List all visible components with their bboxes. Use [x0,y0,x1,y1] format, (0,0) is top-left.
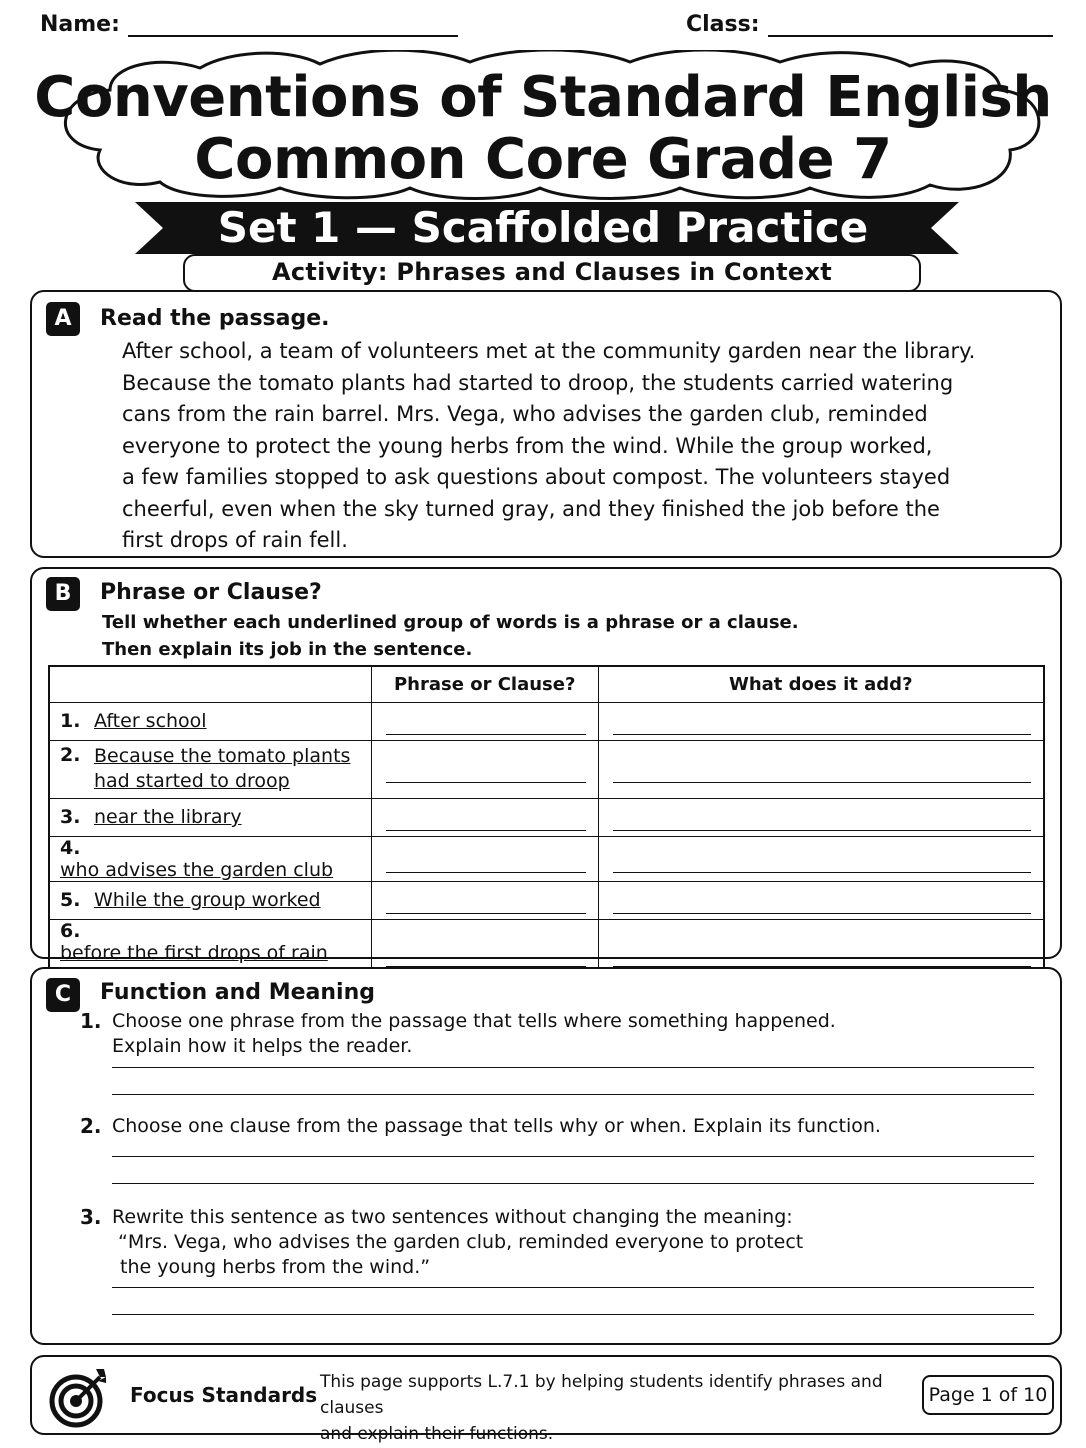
focus-standards-text [320,1369,900,1447]
table-header-row [49,666,1044,702]
answer-line[interactable] [112,1156,1034,1157]
quoted-sentence: the young herbs from the wind.” [120,1256,431,1278]
name-blank[interactable] [128,15,458,37]
table-row [49,836,1044,881]
answer-line[interactable] [112,1314,1034,1315]
row-number: 2. [60,744,81,766]
section-a-letter: A [46,302,80,336]
header-cell-function: What does it add? [598,666,1044,702]
passage-line: Because the tomato plants had started to droop, the students carried watering [122,370,954,395]
section-c-letter: C [46,978,80,1012]
phrase-or-clause-blank[interactable] [386,813,586,831]
question-number: 2. [80,1114,102,1138]
passage [122,336,1002,557]
function-blank[interactable] [613,896,1031,914]
question-text: Rewrite this sentence as two sentences without changing the meaning: [112,1206,793,1228]
passage-line: first drops of rain fell. [122,528,348,552]
answer-line[interactable] [112,1287,1034,1288]
function-blank[interactable] [613,717,1031,735]
question-number: 1. [80,1009,102,1033]
question-text: Choose one clause from the passage that tells why or when. Explain its function. [112,1115,881,1137]
function-blank[interactable] [613,855,1031,873]
function-blank[interactable] [613,765,1031,783]
function-blank[interactable] [613,949,1031,967]
name-field[interactable] [40,12,458,37]
title-line-2: Common Core Grade 7 [194,127,892,192]
name-label: Name: [40,12,120,37]
phrase-or-clause-blank[interactable] [386,765,586,783]
question-1 [80,1009,980,1059]
passage-line: cheerful, even when the sky turned gray, and they finished the job before the [122,496,940,521]
row-number: 5. [60,889,81,911]
answer-line[interactable] [112,1183,1034,1184]
header-cell-item [49,666,371,702]
question-text: Choose one phrase from the passage that tells where something happened. [112,1010,836,1032]
phrase-clause-table [48,665,1045,988]
instruction-1: Tell whether each underlined group of words is a phrase or a clause. [102,612,799,633]
section-b-title: Phrase or Clause? [100,580,322,605]
class-label: Class: [686,12,760,37]
passage-line: a few families stopped to ask questions about compost. The volunteers stayed [122,465,951,489]
question-number: 3. [80,1205,102,1229]
footer [30,1355,1062,1444]
row-text-line: Because the tomato plants [94,745,351,767]
row-text: before the first drops of rain [60,941,328,964]
row-text: who advises the garden club [60,858,334,881]
instruction-2: Then explain its job in the sentence. [102,639,473,660]
quoted-sentence: “Mrs. Vega, who advises the garden club, reminded everyone to protect [118,1231,804,1253]
phrase-or-clause-blank[interactable] [386,949,586,967]
focus-standards-label: Focus Standards [130,1383,318,1407]
activity-label: Activity: Phrases and Clauses in Context [183,254,921,292]
page-number: Page 1 of 10 [922,1375,1054,1415]
phrase-or-clause-blank[interactable] [386,896,586,914]
answer-line[interactable] [112,1067,1034,1068]
question-2 [80,1114,980,1139]
question-text: Explain how it helps the reader. [112,1035,413,1057]
section-b [30,567,1062,964]
section-b-letter: B [46,577,80,611]
table-row [49,702,1044,740]
row-text: After school [94,710,207,732]
target-icon [46,1365,110,1429]
row-number: 3. [60,806,81,828]
table-row [49,740,1044,798]
row-number: 6. [60,919,81,942]
table-row [49,881,1044,919]
table-row [49,798,1044,836]
class-blank[interactable] [768,15,1053,37]
row-text [94,744,350,794]
passage-line: everyone to protect the young herbs from the wind. While the group worked, [122,433,933,458]
phrase-or-clause-blank[interactable] [386,717,586,735]
row-number: 1. [60,710,81,732]
row-text: While the group worked [94,889,321,911]
focus-text-line: and explain their functions. [320,1424,554,1444]
phrase-or-clause-blank[interactable] [386,855,586,873]
title-line-1: Conventions of Standard English [34,65,1052,130]
row-number: 4. [60,836,81,859]
section-a [30,290,1062,558]
passage-line: cans from the rain barrel. Mrs. Vega, who advises the garden club, reminded [122,402,928,426]
answer-line[interactable] [112,1094,1034,1095]
function-blank[interactable] [613,813,1031,831]
section-c [30,967,1062,1345]
row-text-line: had started to droop [94,770,290,792]
section-a-title: Read the passage. [100,306,330,331]
set-banner-text: Set 1 — Scaffolded Practice [217,203,869,252]
focus-text-line: This page supports L.7.1 by helping students identify phrases and clauses [320,1372,883,1418]
row-text: near the library [94,806,242,828]
passage-line: After school, a team of volunteers met at the community garden near the library. [122,339,976,363]
section-c-title: Function and Meaning [100,980,375,1005]
header-cell-type: Phrase or Clause? [371,666,598,702]
question-3 [80,1205,980,1280]
class-field[interactable] [686,12,1053,37]
